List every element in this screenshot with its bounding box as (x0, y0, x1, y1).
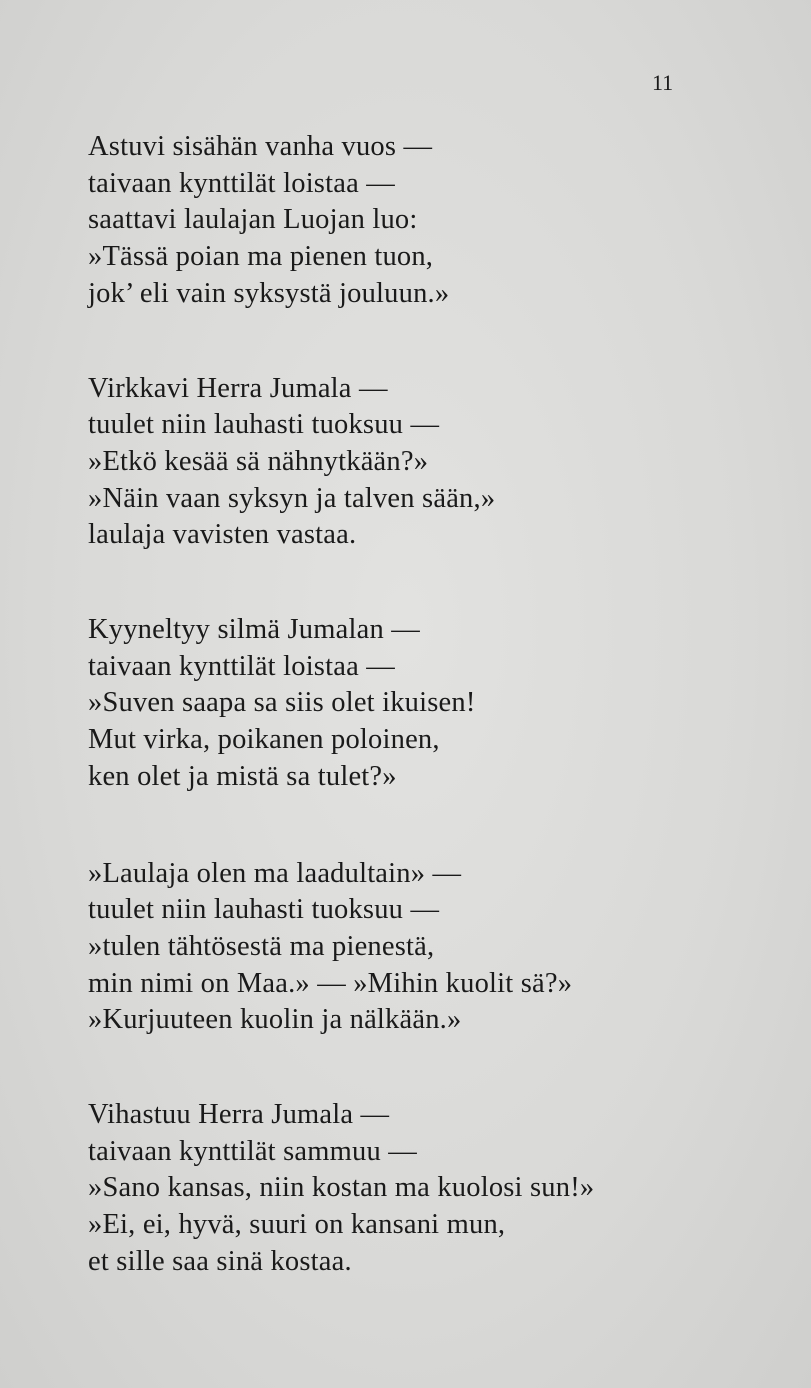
poem-line: Virkkavi Herra Jumala — (88, 372, 388, 404)
poem-line: et sille saa sinä kostaa. (88, 1245, 352, 1277)
poem (88, 129, 778, 1339)
poem-line: Kyyneltyy silmä Jumalan — (88, 614, 420, 646)
poem-line: »Tässä poian ma pienen tuon, (88, 241, 434, 273)
poem-line: tuulet niin lauhasti tuoksuu — (88, 894, 440, 926)
stanza-5 (88, 1097, 778, 1281)
poem-line: »tulen tähtösestä ma pienestä, (88, 930, 435, 962)
page-number: 11 (652, 70, 674, 95)
poem-line: Vihastuu Herra Jumala — (88, 1099, 390, 1131)
poem-line: saattavi laulajan Luojan luo: (88, 204, 418, 236)
poem-line: jok’ eli vain syksystä jouluun.» (88, 277, 450, 309)
poem-line: min nimi on Maa.» — »Mihin kuolit sä?» (88, 967, 573, 999)
poem-line: laulaja vavisten vastaa. (88, 519, 357, 551)
poem-line: Mut virka, poikanen poloinen, (88, 724, 440, 756)
poem-line: »Ei, ei, hyvä, suuri on kansani mun, (88, 1209, 506, 1241)
poem-line: taivaan kynttilät loistaa — (88, 650, 395, 682)
stanza-4 (88, 856, 778, 1040)
poem-line: taivaan kynttilät loistaa — (88, 167, 395, 199)
stanza-3 (88, 612, 778, 796)
poem-line: »Näin vaan syksyn ja talven sään,» (88, 482, 496, 514)
poem-line: »Sano kansas, niin kostan ma kuolosi sun!» (88, 1172, 595, 1204)
poem-line: tuulet niin lauhasti tuoksuu — (88, 409, 440, 441)
poem-line: »Suven saapa sa siis olet ikuisen! (88, 687, 476, 719)
stanza-2 (88, 371, 778, 555)
poem-line: ken olet ja mistä sa tulet?» (88, 760, 397, 792)
poem-line: taivaan kynttilät sammuu — (88, 1135, 417, 1167)
poem-line: »Etkö kesää sä nähnytkään?» (88, 445, 429, 477)
poem-line: Astuvi sisähän vanha vuos — (88, 131, 433, 162)
poem-line: »Laulaja olen ma laadultain» — (88, 857, 462, 889)
stanza-1 (88, 129, 778, 313)
poem-line: »Kurjuuteen kuolin ja nälkään.» (88, 1004, 462, 1036)
